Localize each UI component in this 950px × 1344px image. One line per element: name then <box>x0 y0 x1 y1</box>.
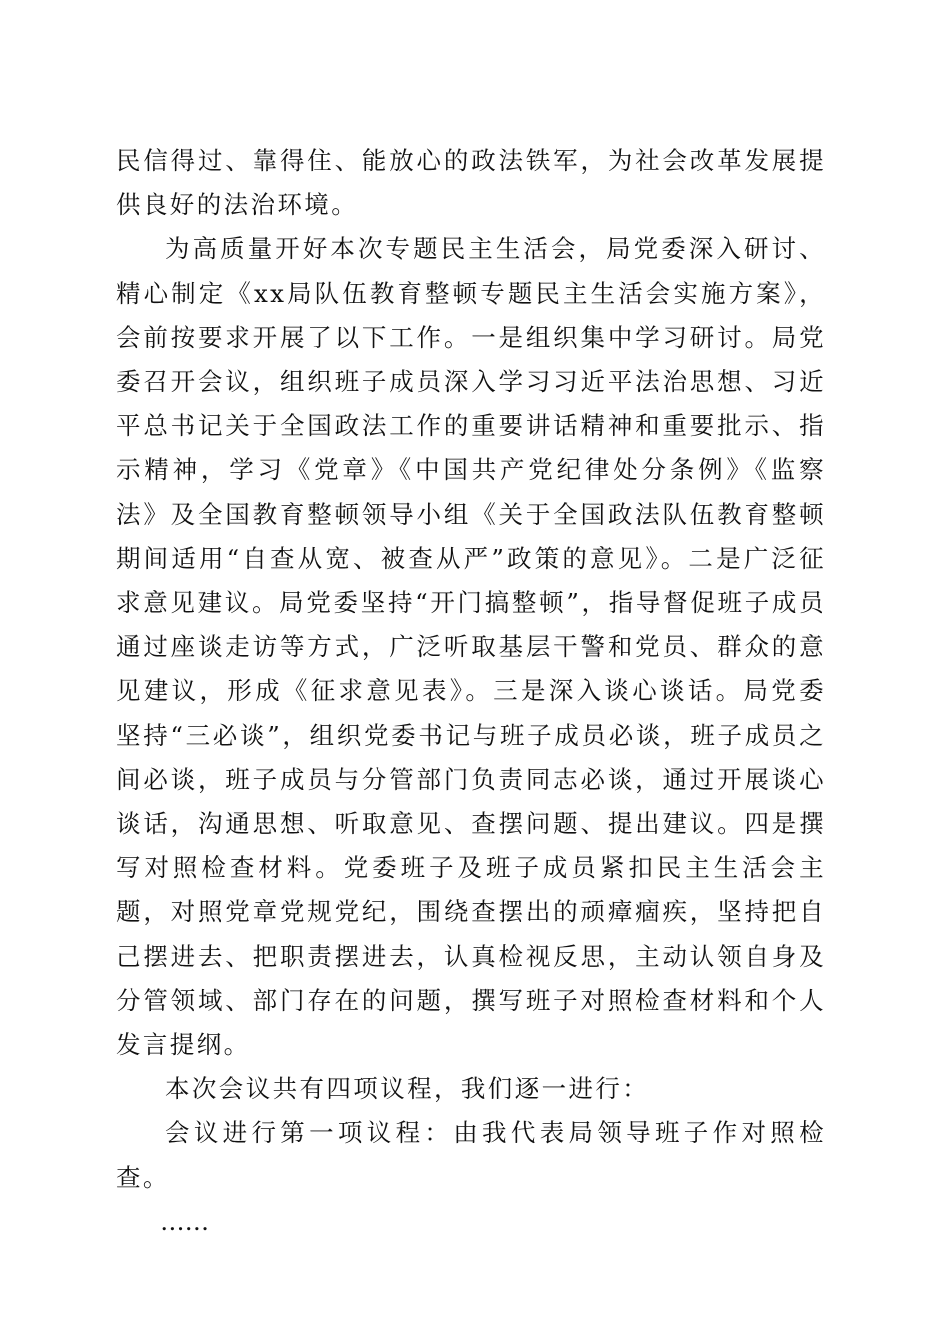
paragraph-agenda-intro: 本次会议共有四项议程，我们逐一进行： <box>165 1074 650 1104</box>
paragraph-preparation-work: 为高质量开好本次专题民主生活会，局党委深入研讨、精心制定《xx局队伍教育整顿专题民主生活会实施方案》，会前按要求开展了以下工作。一是组织集中学习研讨。局党委召开会议，组织班子成员深入学习习近平法治思想、习近平总书记关于全国政法工作的重要讲话精神和重要批示、指示精神，学习《党章》《中国共产党纪律处分条例》《监察法》及全国教育整顿领导小组《关于全国政法队伍教育整顿期间适用“自查从宽、被查从严”政策的意见》。二是广泛征求意见建议。局党委坚持“开门搞整顿”，指导督促班子成员通过座谈走访等方式，广泛听取基层干警和党员、群众的意见建议，形成《征求意见表》。三是深入谈心谈话。局党委坚持“三必谈”，组织党委书记与班子成员必谈，班子成员之间必谈，班子成员与分管部门负责同志必谈，通过开展谈心谈话，沟通思想、听取意见、查摆问题、提出建议。四是撰写对照检查材料。党委班子及班子成员紧扣民主生活会主题，对照党章党规党纪，围绕查摆出的顽瘴痼疾，坚持把自己摆进去、把职责摆进去，认真检视反思，主动认领自身及分管领域、部门存在的问题，撰写班子对照检查材料和个人发言提纲。 <box>116 234 826 1060</box>
paragraph-continuation: 民信得过、靠得住、能放心的政法铁军，为社会改革发展提供良好的法治环境。 <box>116 146 826 220</box>
document-body <box>116 139 826 1244</box>
paragraph-ellipsis: …… <box>160 1206 210 1236</box>
paragraph-first-agenda-item: 会议进行第一项议程：由我代表局领导班子作对照检查。 <box>116 1118 826 1192</box>
